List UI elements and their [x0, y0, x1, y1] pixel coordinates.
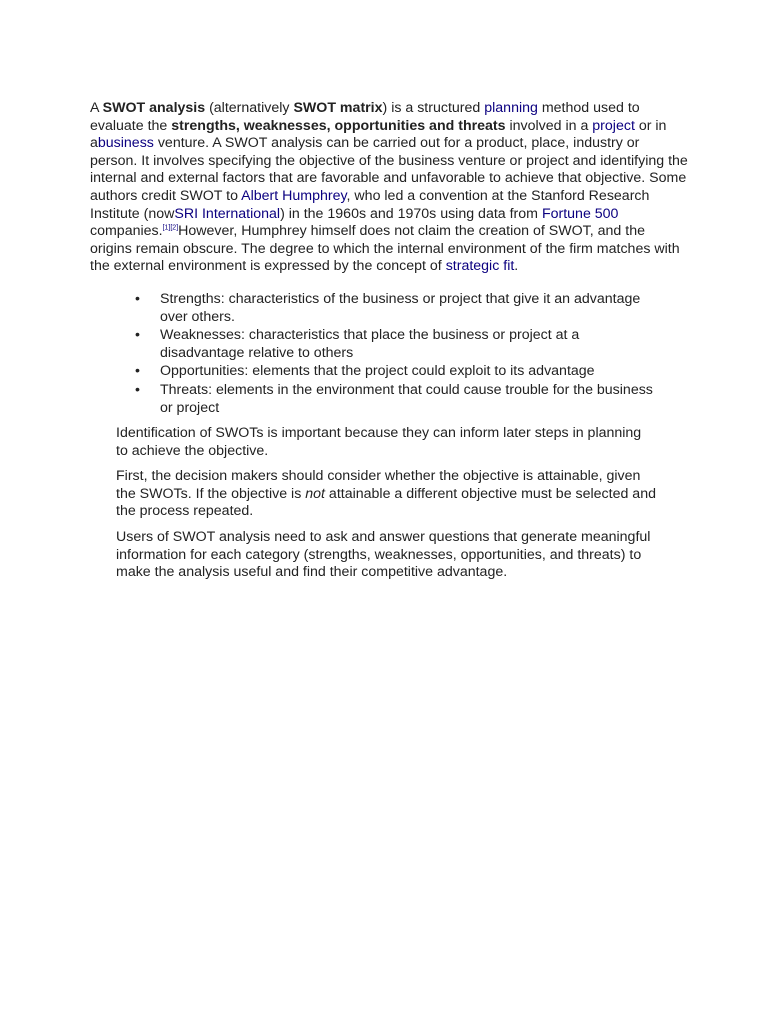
- term-swot-factors: strengths, weaknesses, opportunities and threats: [171, 117, 506, 134]
- bullet-icon: •: [135, 290, 140, 307]
- bullet-icon: •: [135, 363, 140, 380]
- citation-2[interactable]: [2]: [170, 224, 179, 232]
- list-item-threats: [135, 381, 660, 417]
- citation-1[interactable]: [1]: [162, 224, 171, 232]
- link-business[interactable]: business: [97, 135, 154, 152]
- intro-text: method used to evaluate the: [90, 100, 640, 134]
- list-item-opportunities: [135, 363, 660, 381]
- link-sri-international[interactable]: SRI International: [174, 205, 281, 222]
- bullet-icon: •: [135, 327, 140, 344]
- link-strategic-fit[interactable]: strategic fit: [445, 258, 515, 275]
- paragraph-text: attainable a different objective must be selected and the process repeated.: [116, 485, 656, 520]
- term-swot-matrix: SWOT matrix: [293, 100, 383, 116]
- article-body: [90, 100, 690, 582]
- link-albert-humphrey[interactable]: Albert Humphrey: [241, 187, 347, 204]
- list-item-weaknesses: [135, 327, 660, 362]
- emphasis-not: not: [305, 485, 325, 502]
- list-item-text: Strengths: characteristics of the business or project that give it an advantage over others.: [160, 290, 641, 325]
- paragraph-text: First, the decision makers should consider whether the objective is attainable, given the SWOTs. If the objective is: [116, 468, 641, 502]
- paragraph-users: Users of SWOT analysis need to ask and answer questions that generate meaningful information for each category (strengths, weaknesses, opportunities, and threats) to make the analysis useful and find their competitive advantage.: [116, 529, 651, 581]
- intro-text: ) is a structured: [382, 100, 485, 116]
- intro-text: venture. A SWOT analysis can be carried out for a product, place, industry or person. It involves specifying the objective of the business venture or project and identifying the internal and external factors that are favorable and unfavorable to achieve that objective. Some authors credit SWOT to: [90, 135, 688, 204]
- intro-text: (alternatively: [205, 100, 294, 116]
- bullet-icon: •: [135, 381, 140, 398]
- intro-text: involved in a: [505, 117, 593, 134]
- intro-text: A: [90, 100, 103, 116]
- list-item-text: Opportunities: elements that the project could exploit to its advantage: [160, 363, 595, 380]
- list-item-strengths: [135, 290, 660, 326]
- intro-text: or in a: [90, 117, 667, 152]
- intro-text: .: [514, 258, 519, 275]
- link-fortune-500[interactable]: Fortune 500: [541, 205, 619, 222]
- intro-paragraph: [90, 100, 690, 276]
- swot-list: [90, 291, 660, 417]
- intro-text: companies.: [90, 223, 163, 240]
- intro-text: , who led a convention at the Stanford Research Institute (now: [90, 187, 650, 222]
- intro-text: ) in the 1960s and 1970s using data from: [280, 205, 542, 222]
- link-project[interactable]: project: [592, 117, 635, 134]
- intro-text: However, Humphrey himself does not claim the creation of SWOT, and the origins remain obscure. The degree to which the internal environment of the firm matches with the external environment is expressed by the concept of: [90, 223, 680, 275]
- term-swot-analysis: SWOT analysis: [102, 100, 206, 116]
- link-planning[interactable]: planning: [484, 100, 538, 116]
- list-item-text: Weaknesses: characteristics that place the business or project at a disadvantage relative to others: [160, 327, 580, 361]
- paragraph-identification: Identification of SWOTs is important because they can inform later steps in planning to achieve the objective.: [116, 425, 642, 459]
- list-item-text: Threats: elements in the environment that could cause trouble for the business or project: [160, 381, 653, 416]
- paragraph-decision-makers: [116, 468, 656, 521]
